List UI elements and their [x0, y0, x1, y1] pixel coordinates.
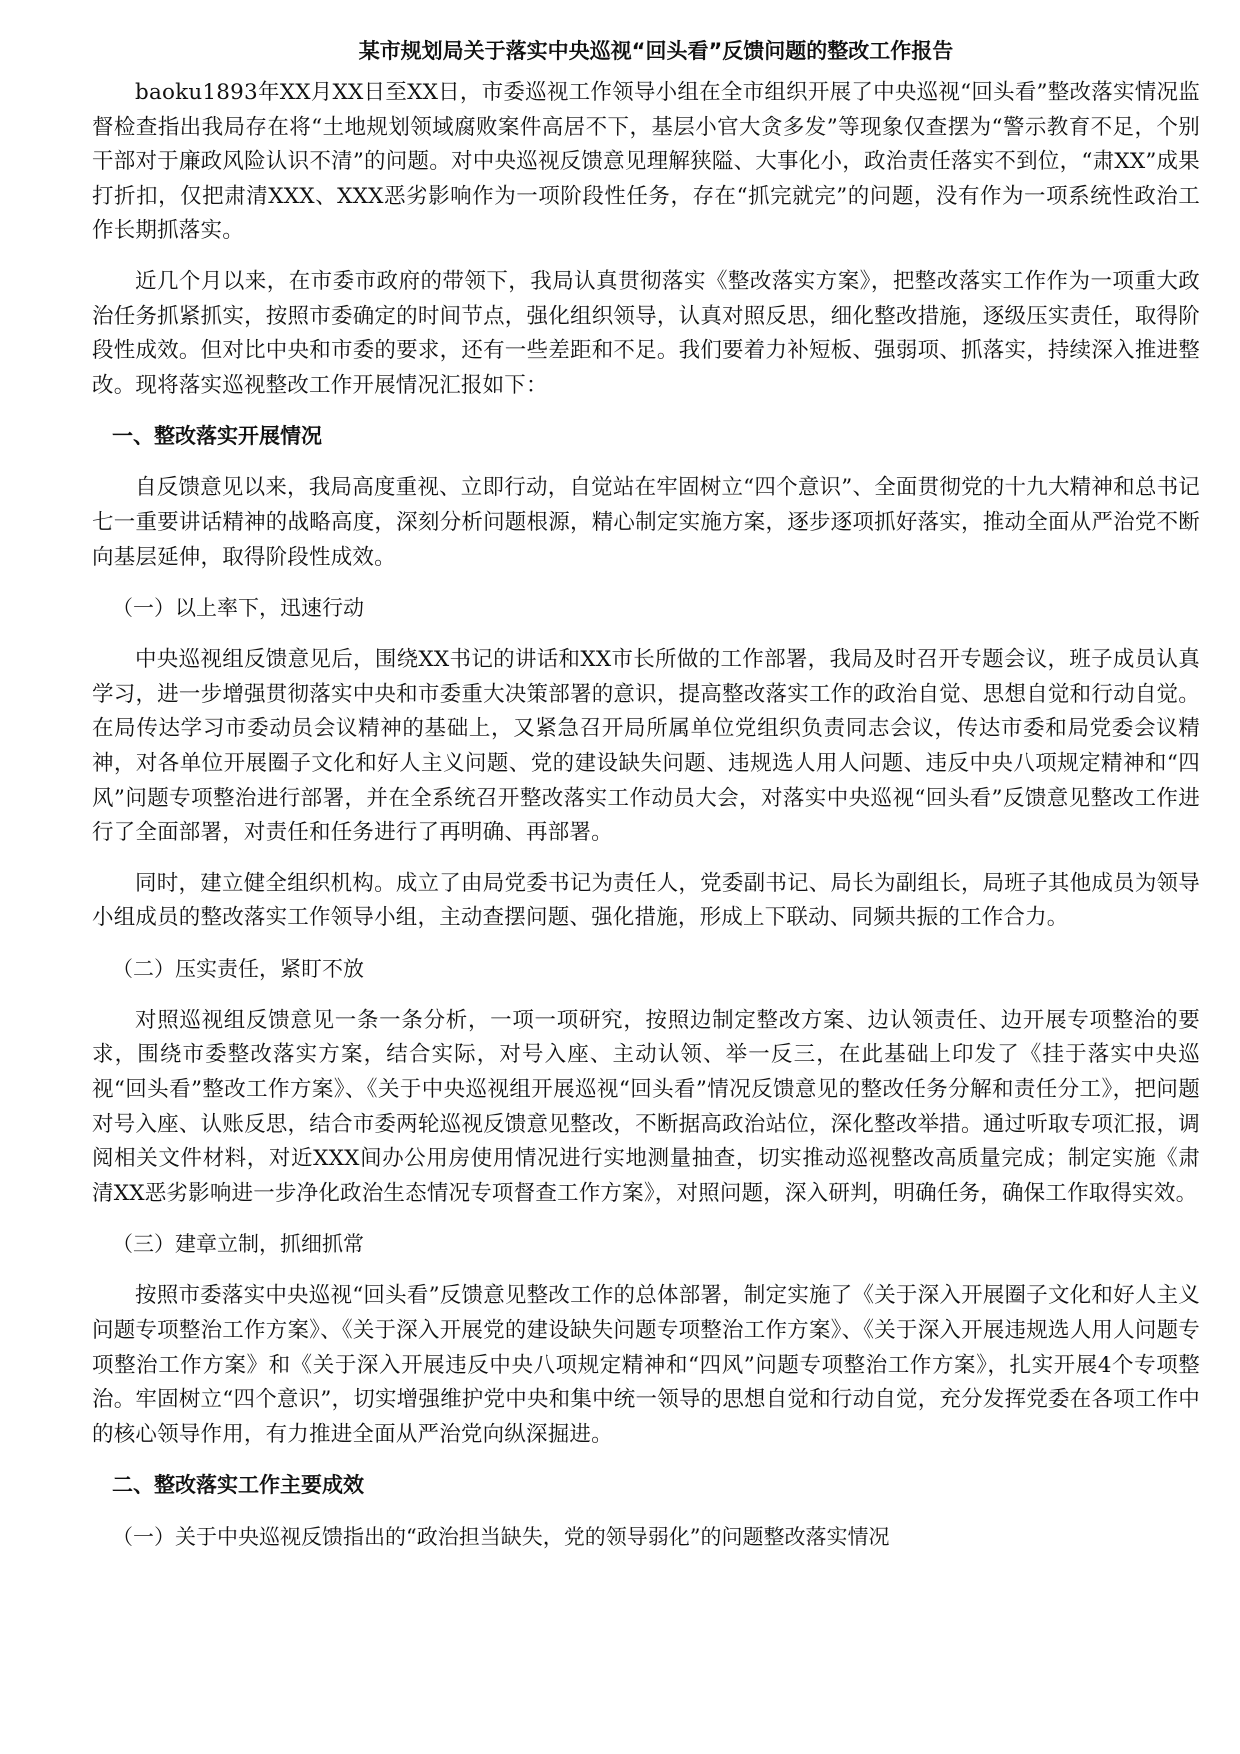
paragraph-section-1: 自反馈意见以来，我局高度重视、立即行动，自觉站在牢固树立“四个意识”、全面贯彻党的十九大精神和总书记七一重要讲话精神的战略高度，深刻分析问题根源，精心制定实施方案，逐步逐项抓好落实，推动全面从严治党不断向基层延伸，取得阶段性成效。: [92, 475, 1200, 570]
paragraph-intro: baoku1893年XX月XX日至XX日，市委巡视工作领导小组在全市组织开展了中央巡视“回头看”整改落实情况监督检查指出我局存在将“土地规划领域腐败案件高居不下，基层小官大贪多发”等现象仅查摆为“警示教育不足，个别干部对于廉政风险认识不清”的问题。对中央巡视反馈意见理解狭隘、大事化小，政治责任落实不到位，“肃XX”成果打折扣，仅把肃清XXX、XXX恶劣影响作为一项阶段性任务，存在“抓完就完”的问题，没有作为一项系统性政治工作长期抓落实。: [92, 80, 1200, 244]
paragraph-subsection-1-1-a: 中央巡视组反馈意见后，围绕XX书记的讲话和XX市长所做的工作部署，我局及时召开专题会议，班子成员认真学习，进一步增强贯彻落实中央和市委重大决策部署的意识，提高整改落实工作的政治自觉、思想自觉和行动自觉。在局传达学习市委动员会议精神的基础上，又紧急召开局所属单位党组织负责同志会议，传达市委和局党委会议精神，对各单位开展圈子文化和好人主义问题、党的建设缺失问题、违规选人用人问题、违反中央八项规定精神和“四风”问题专项整治进行部署，并在全系统召开整改落实工作动员大会，对落实中央巡视“回头看”反馈意见整改工作进行了全面部署，对责任和任务进行了再明确、再部署。: [92, 647, 1200, 846]
subsection-heading-1-3: （三）建章立制，抓细抓常: [112, 1232, 364, 1257]
section-heading-1: 一、整改落实开展情况: [112, 424, 322, 449]
document-title: 某市规划局关于落实中央巡视“回头看”反馈问题的整改工作报告: [358, 39, 954, 63]
document-page: [92, 34, 1200, 1554]
subsection-heading-1-2: （二）压实责任，紧盯不放: [112, 956, 364, 981]
section-heading-2: 二、整改落实工作主要成效: [112, 1473, 364, 1498]
paragraph-overview: 近几个月以来，在市委市政府的带领下，我局认真贯彻落实《整改落实方案》，把整改落实工作作为一项重大政治任务抓紧抓实，按照市委确定的时间节点，强化组织领导，认真对照反思，细化整改措施，逐级压实责任，取得阶段性成效。但对比中央和市委的要求，还有一些差距和不足。我们要着力补短板、强弱项、抓落实，持续深入推进整改。现将落实巡视整改工作开展情况汇报如下：: [92, 268, 1200, 398]
paragraph-subsection-1-2: 对照巡视组反馈意见一条一条分析，一项一项研究，按照边制定整改方案、边认领责任、边开展专项整治的要求，围绕市委整改落实方案，结合实际，对号入座、主动认领、举一反三，在此基础上印发了《挂于落实中央巡视“回头看”整改工作方案》、《关于中央巡视组开展巡视“回头看”情况反馈意见的整改任务分解和责任分工》，把问题对号入座、认账反思，结合市委两轮巡视反馈意见整改，不断据高政治站位，深化整改举措。通过听取专项汇报，调阅相关文件材料，对近XXX间办公用房使用情况进行实地测量抽查，切实推动巡视整改高质量完成；制定实施《肃清XX恶劣影响进一步净化政治生态情况专项督查工作方案》，对照问题，深入研判，明确任务，确保工作取得实效。: [92, 1007, 1200, 1206]
subsection-heading-1-1: （一）以上率下，迅速行动: [112, 596, 364, 621]
subsection-heading-2-1: （一）关于中央巡视反馈指出的“政治担当缺失，党的领导弱化”的问题整改落实情况: [112, 1525, 890, 1550]
paragraph-subsection-1-3: 按照市委落实中央巡视“回头看”反馈意见整改工作的总体部署，制定实施了《关于深入开展圈子文化和好人主义问题专项整治工作方案》、《关于深入开展党的建设缺失问题专项整治工作方案》、《关于深入开展违规选人用人问题专项整治工作方案》和《关于深入开展违反中央八项规定精神和“四风”问题专项整治工作方案》，扎实开展4个专项整治。牢固树立“四个意识”，切实增强维护党中央和集中统一领导的思想自觉和行动自觉，充分发挥党委在各项工作中的核心领导作用，有力推进全面从严治党向纵深掘进。: [92, 1283, 1200, 1447]
paragraph-subsection-1-1-b: 同时，建立健全组织机构。成立了由局党委书记为责任人，党委副书记、局长为副组长，局班子其他成员为领导小组成员的整改落实工作领导小组，主动查摆问题、强化措施，形成上下联动、同频共振的工作合力。: [92, 870, 1200, 931]
